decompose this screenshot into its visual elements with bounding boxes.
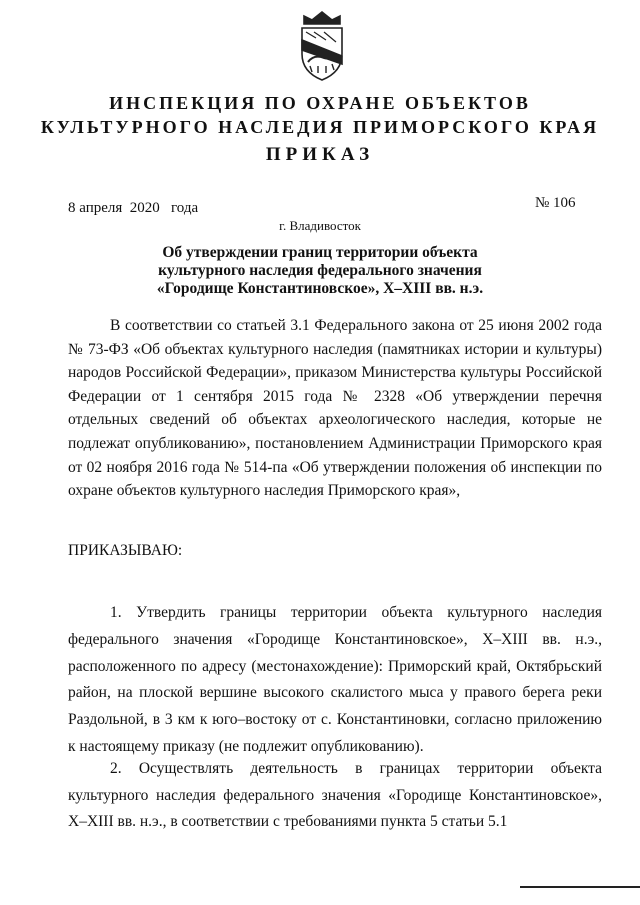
order-item-1: 1. Утвердить границы территории объекта культурного наследия федерального значения «Городище Константиновское», X–XIII вв. н.э., расположенного по адресу (местонахождение): Приморский край, Октябрьский район, на плоской вершине высокого скалистого мыса у правого берега реки Раздольной, в 3 км к юго–востоку от с. Константиновки, согласно приложению к настоящему приказу (не подлежит опубликованию). <box>68 604 602 755</box>
subject-line3: «Городище Константиновское», X–XIII вв. н.э. <box>156 280 484 297</box>
page-edge-line <box>520 886 640 888</box>
document-date: 8 апреля 2020 года <box>68 200 199 216</box>
organization-name-line2: КУЛЬТУРНОГО НАСЛЕДИЯ ПРИМОРСКОГО КРАЯ <box>40 117 600 137</box>
order-word: ПРИКАЗЫВАЮ: <box>68 542 183 559</box>
document-number: № 106 <box>535 195 576 211</box>
document-city: г. Владивосток <box>279 218 361 233</box>
intro-paragraph: В соответствии со статьей 3.1 Федерального закона от 25 июня 2002 года № 73-ФЗ «Об объектах культурного наследия (памятниках истории и культуры) народов Российской Федерации», приказом Министерства культуры Российской Федерации от 1 сентября 2015 года № 2328 «Об утверждении перечня отдельных сведений об объектах археологического наследия, которые не подлежат опубликованию», постановлением Администрации Приморского края от 02 ноября 2016 года № 514-па «Об утверждении положения об инспекции по охране объектов культурного наследия Приморского края», <box>68 317 602 500</box>
subject-line1: Об утверждении границ территории объекта <box>162 244 478 261</box>
subject-line2: культурного наследия федерального значения <box>158 262 482 279</box>
organization-name-line1: ИНСПЕКЦИЯ ПО ОХРАНЕ ОБЪЕКТОВ <box>109 93 531 113</box>
order-item-2: 2. Осуществлять деятельность в границах территории объекта культурного наследия федерального значения «Городище Константиновское», X–XIII вв. н.э., в соответствии с требованиями пункта 5 статьи 5.1 <box>68 760 602 830</box>
coat-of-arms-icon <box>296 10 348 82</box>
document-type-title: ПРИКАЗ <box>265 144 375 165</box>
document-subject <box>0 244 640 298</box>
